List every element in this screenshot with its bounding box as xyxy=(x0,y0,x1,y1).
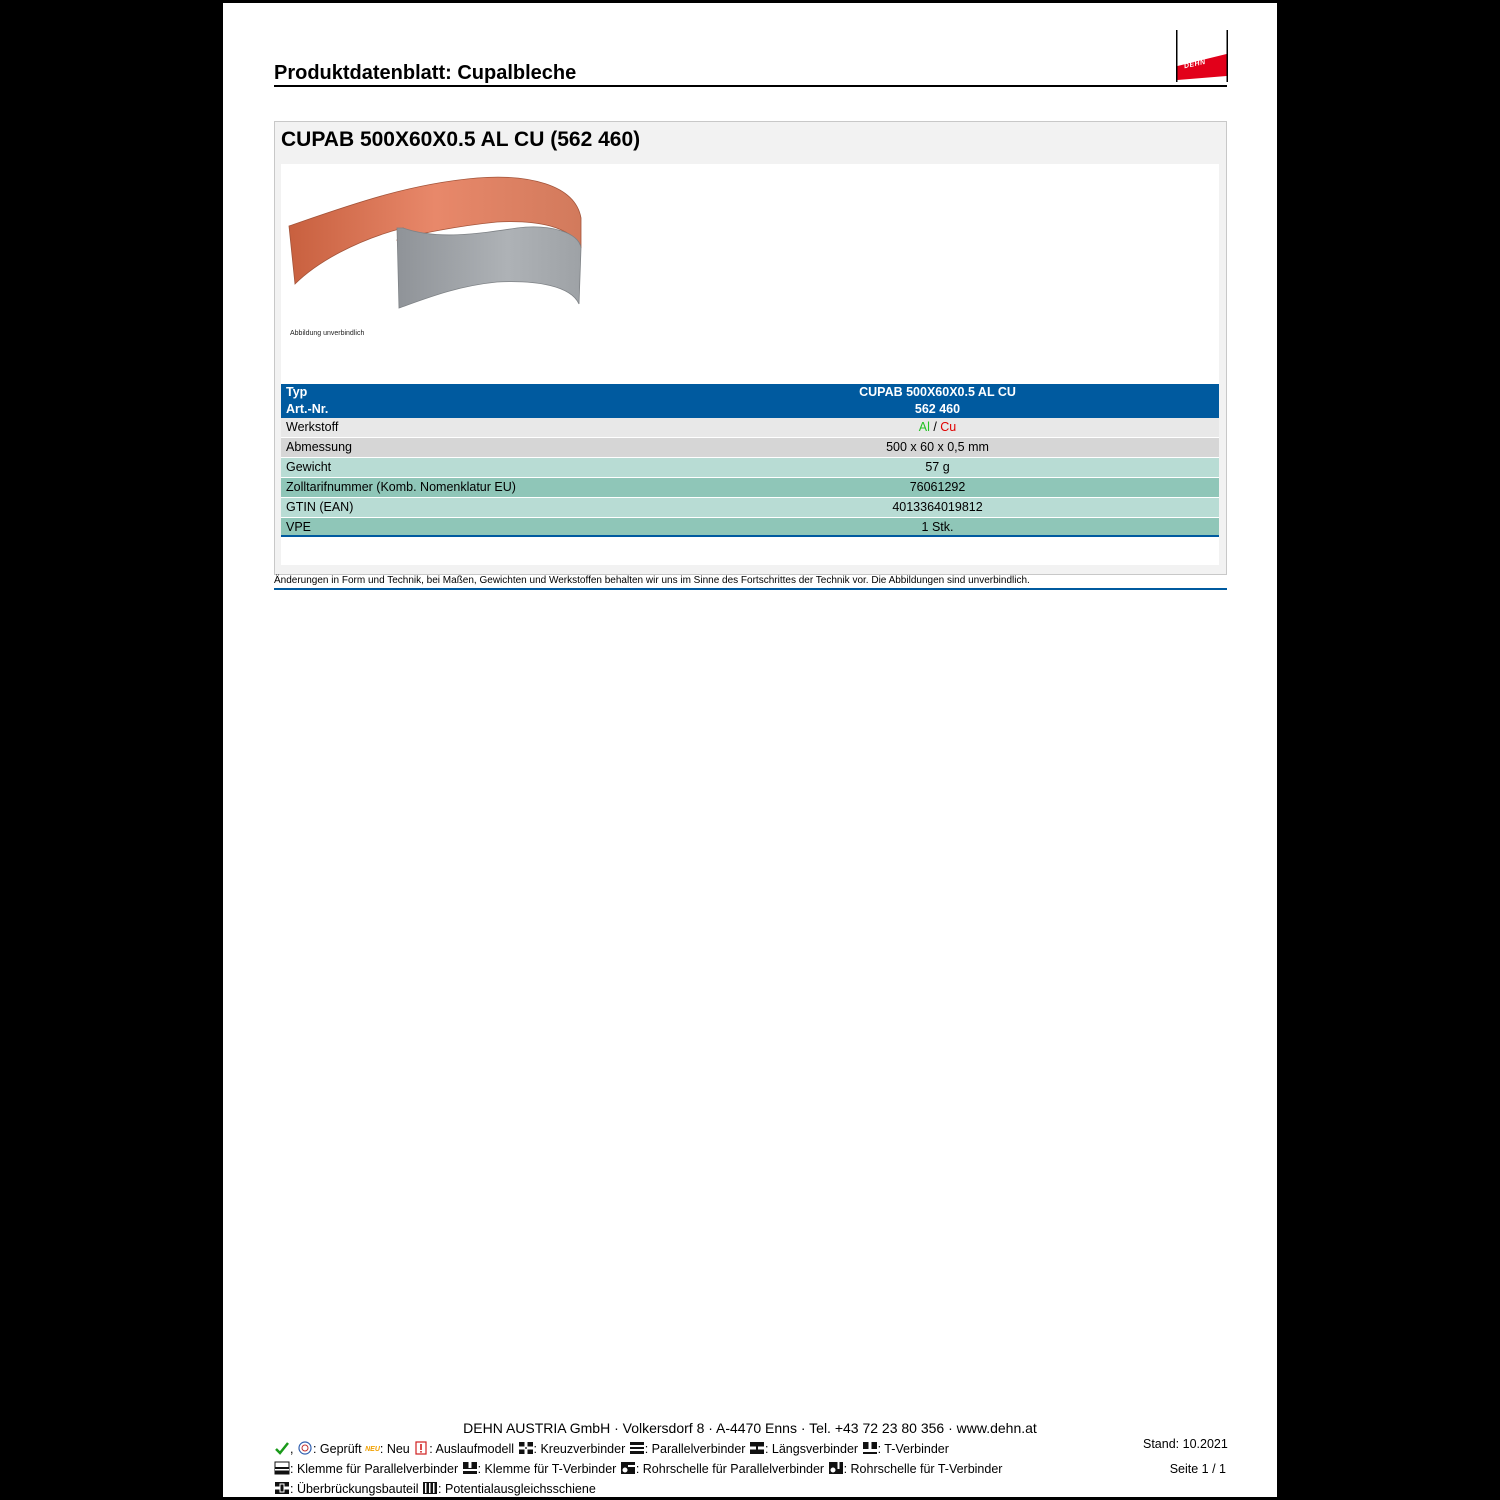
table-row xyxy=(281,478,1219,497)
material-cu: Cu xyxy=(940,420,957,434)
table-header-label: Art.-Nr. xyxy=(281,401,781,418)
table-bottom-rule xyxy=(281,535,1219,537)
footer-company: DEHN AUSTRIA GmbH · Volkersdorf 8 · A-4470 Enns · Tel. +43 72 23 80 356 · www.dehn.at xyxy=(463,1420,1037,1436)
spec-table xyxy=(281,384,1219,537)
parallel-connector-icon xyxy=(629,1441,645,1455)
equipotential-bar-icon xyxy=(422,1481,438,1495)
table-row xyxy=(281,438,1219,457)
bridging-component-icon xyxy=(274,1481,290,1495)
legend-ueberbrueckung: : Überbrückungsbauteil xyxy=(290,1482,419,1496)
row-value: 76061292 xyxy=(781,478,1094,497)
footer-date: Stand: 10.2021 xyxy=(1143,1437,1228,1451)
cross-connector-icon xyxy=(518,1441,534,1455)
row-label: Werkstoff xyxy=(281,418,781,437)
legend-comma: , xyxy=(290,1442,294,1456)
material-separator: / xyxy=(929,420,941,434)
logo-text: DEHN xyxy=(1183,58,1207,71)
legend-klemme-t: : Klemme für T-Verbinder xyxy=(477,1462,617,1476)
product-title: CUPAB 500X60X0.5 AL CU (562 460) xyxy=(281,128,641,151)
row-value: 500 x 60 x 0,5 mm xyxy=(781,438,1094,457)
header-rule xyxy=(274,85,1227,87)
legend-geprueft: : Geprüft xyxy=(312,1442,362,1456)
legend-kreuz: : Kreuzverbinder xyxy=(533,1442,626,1456)
row-value xyxy=(781,418,1094,437)
pipe-clamp-t-icon xyxy=(828,1461,844,1475)
new-badge-icon: NEU xyxy=(365,1446,380,1453)
disclaimer: Änderungen in Form und Technik, bei Maßen, Gewichten und Werkstoffen behalten wir uns im Sinne des Fortschrittes der Technik vor. Die Abbildungen sind unverbindlich. xyxy=(274,575,1030,586)
row-value: 1 Stk. xyxy=(781,518,1094,537)
image-caption: Abbildung unverbindlich xyxy=(290,330,365,337)
legend-parallel: : Parallelverbinder xyxy=(644,1442,746,1456)
datasheet-page xyxy=(223,3,1277,1497)
table-header-value: CUPAB 500X60X0.5 AL CU xyxy=(781,384,1094,401)
check-icon xyxy=(274,1441,290,1455)
legend-line xyxy=(274,1481,596,1497)
approval-seal-icon xyxy=(297,1441,313,1455)
table-header-row xyxy=(281,384,1219,401)
legend-rohr-t: : Rohrschelle für T-Verbinder xyxy=(843,1462,1003,1476)
table-header-row xyxy=(281,401,1219,418)
parallel-clamp-icon xyxy=(274,1461,290,1475)
footer-page-number: Seite 1 / 1 xyxy=(1169,1462,1226,1476)
row-value: 57 g xyxy=(781,458,1094,477)
legend-laengs: : Längsverbinder xyxy=(764,1442,859,1456)
table-row xyxy=(281,418,1219,437)
row-value: 4013364019812 xyxy=(781,498,1094,517)
page-title: Produktdatenblatt: Cupalbleche xyxy=(274,62,577,84)
table-header-label: Typ xyxy=(281,384,781,401)
row-label: VPE xyxy=(281,518,781,537)
table-row xyxy=(281,458,1219,477)
legend-line xyxy=(274,1461,1002,1477)
product-image-area xyxy=(281,164,1219,384)
product-panel xyxy=(274,121,1227,575)
table-row xyxy=(281,498,1219,517)
row-label: GTIN (EAN) xyxy=(281,498,781,517)
t-connector-icon xyxy=(862,1441,878,1455)
legend-klemme-parallel: : Klemme für Parallelverbinder xyxy=(290,1462,459,1476)
disclaimer-rule xyxy=(274,588,1227,590)
row-label: Gewicht xyxy=(281,458,781,477)
row-label: Zolltarifnummer (Komb. Nomenklatur EU) xyxy=(281,478,781,497)
logo-wrap xyxy=(1176,30,1228,82)
material-al: Al xyxy=(918,420,930,434)
row-label: Abmessung xyxy=(281,438,781,457)
longitudinal-connector-icon xyxy=(749,1441,765,1455)
legend-neu: : Neu xyxy=(379,1442,410,1456)
pipe-clamp-parallel-icon xyxy=(620,1461,636,1475)
t-clamp-icon xyxy=(462,1461,478,1475)
legend-auslauf: : Auslaufmodell xyxy=(429,1442,515,1456)
legend-t: : T-Verbinder xyxy=(877,1442,949,1456)
legend-rohr-parallel: : Rohrschelle für Parallelverbinder xyxy=(635,1462,825,1476)
spec-table-wrap xyxy=(281,384,1219,565)
legend-line xyxy=(274,1441,949,1458)
legend-potential: : Potentialausgleichsschiene xyxy=(438,1482,596,1496)
warning-icon xyxy=(413,1441,429,1455)
table-header-value: 562 460 xyxy=(781,401,1094,418)
product-image xyxy=(287,170,587,320)
